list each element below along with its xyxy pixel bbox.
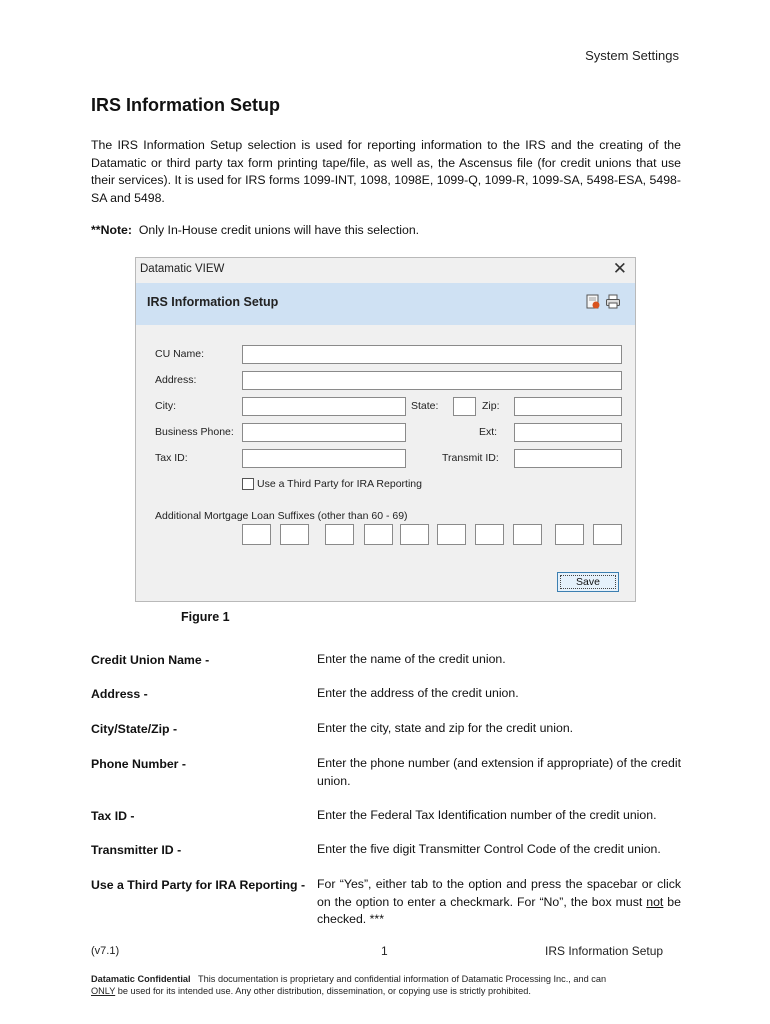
definition-desc: Enter the phone number (and extension if appropriate) of the credit union. xyxy=(317,756,681,788)
dialog-header-title: IRS Information Setup xyxy=(147,295,279,309)
state-input[interactable] xyxy=(453,397,476,416)
definition-term: Phone Number - xyxy=(91,757,186,771)
running-header: System Settings xyxy=(585,48,679,63)
definition-desc: Enter the address of the credit union. xyxy=(317,686,519,700)
print-icon[interactable] xyxy=(605,293,621,310)
confidential-text: This documentation is proprietary and confidential information of Datamatic Processing Inc., and can xyxy=(198,974,607,984)
note-prefix: **Note: xyxy=(91,223,132,237)
definition-term: Credit Union Name - xyxy=(91,653,210,667)
dialog-header-band xyxy=(136,283,635,325)
address-label: Address: xyxy=(155,374,197,386)
definition-desc: Enter the name of the credit union. xyxy=(317,652,506,666)
tax-id-input[interactable] xyxy=(242,449,406,468)
footer-page-number: 1 xyxy=(381,944,388,958)
confidential-label: Datamatic Confidential xyxy=(91,974,191,984)
definition-term: City/State/Zip - xyxy=(91,722,178,736)
definition-term: Tax ID - xyxy=(91,809,135,823)
city-input[interactable] xyxy=(242,397,406,416)
definition-desc: Enter the Federal Tax Identification number of the credit union. xyxy=(317,808,657,822)
business-phone-input[interactable] xyxy=(242,423,406,442)
suffix-input[interactable] xyxy=(555,524,584,545)
confidential-text2: be used for its intended use. Any other distribution, dissemination, or copying use is strictly prohibited. xyxy=(117,986,531,996)
cu-name-label: CU Name: xyxy=(155,348,205,360)
third-party-checkbox[interactable] xyxy=(242,478,254,490)
confidential-only: ONLY xyxy=(91,986,116,996)
definition-desc-emphasis: not xyxy=(646,894,664,909)
definition-term: Use a Third Party for IRA Reporting - xyxy=(91,878,306,892)
definition-desc-part: For “Yes”, either tab to the option and press the spacebar or click on the option to enter a checkmark. For “No”, the box must xyxy=(317,877,681,909)
window-title: Datamatic VIEW xyxy=(140,263,225,275)
note-line xyxy=(91,223,419,237)
suffix-input[interactable] xyxy=(400,524,429,545)
suffix-input[interactable] xyxy=(437,524,466,545)
zip-input[interactable] xyxy=(514,397,622,416)
close-icon[interactable]: ✕ xyxy=(612,259,627,278)
suffix-input[interactable] xyxy=(475,524,504,545)
third-party-label[interactable]: Use a Third Party for IRA Reporting xyxy=(257,478,422,490)
zip-label: Zip: xyxy=(482,400,500,412)
dialog-window xyxy=(135,257,636,602)
save-button[interactable]: Save xyxy=(557,572,619,592)
state-label: State: xyxy=(411,400,439,412)
footer-section: IRS Information Setup xyxy=(545,944,664,958)
definition-desc xyxy=(317,876,681,929)
definition-desc: Enter the city, state and zip for the credit union. xyxy=(317,721,574,735)
suffix-input[interactable] xyxy=(325,524,354,545)
transmit-id-input[interactable] xyxy=(514,449,622,468)
definition-term: Address - xyxy=(91,687,148,701)
ext-label: Ext: xyxy=(479,426,498,438)
address-input[interactable] xyxy=(242,371,622,390)
business-phone-label: Business Phone: xyxy=(155,426,234,438)
suffix-input[interactable] xyxy=(513,524,542,545)
page-title: IRS Information Setup xyxy=(91,95,280,115)
suffix-input[interactable] xyxy=(280,524,309,545)
definition-desc-part: be checked. *** xyxy=(317,894,681,926)
definition-term: Transmitter ID - xyxy=(91,843,182,857)
ext-input[interactable] xyxy=(514,423,622,442)
tax-id-label: Tax ID: xyxy=(155,452,188,464)
city-label: City: xyxy=(155,400,176,412)
transmit-id-label: Transmit ID: xyxy=(442,452,499,464)
cu-name-input[interactable] xyxy=(242,345,622,364)
definition-desc: Enter the five digit Transmitter Control Code of the credit union. xyxy=(317,842,661,856)
suffixes-label: Additional Mortgage Loan Suffixes (other than 60 - 69) xyxy=(155,510,408,522)
intro-paragraph: The IRS Information Setup selection is used for reporting information to the IRS and the creating of the Datamatic or third party tax form printing tape/file, as well as, the Ascensus file (for credit unions that use their services). It is used for IRS forms 1099-INT, 1098, 1098E, 1099-Q, 1099-R, 1099-SA, 5498-ESA, 5498-SA and 5498. xyxy=(91,138,681,205)
suffix-input[interactable] xyxy=(364,524,393,545)
note-text: Only In-House credit unions will have this selection. xyxy=(138,223,420,237)
footer-version: (v7.1) xyxy=(91,945,120,957)
save-icon[interactable] xyxy=(585,293,601,310)
suffix-input[interactable] xyxy=(593,524,622,545)
suffix-input[interactable] xyxy=(242,524,271,545)
figure-caption: Figure 1 xyxy=(181,610,230,624)
confidentiality-notice xyxy=(91,973,691,997)
